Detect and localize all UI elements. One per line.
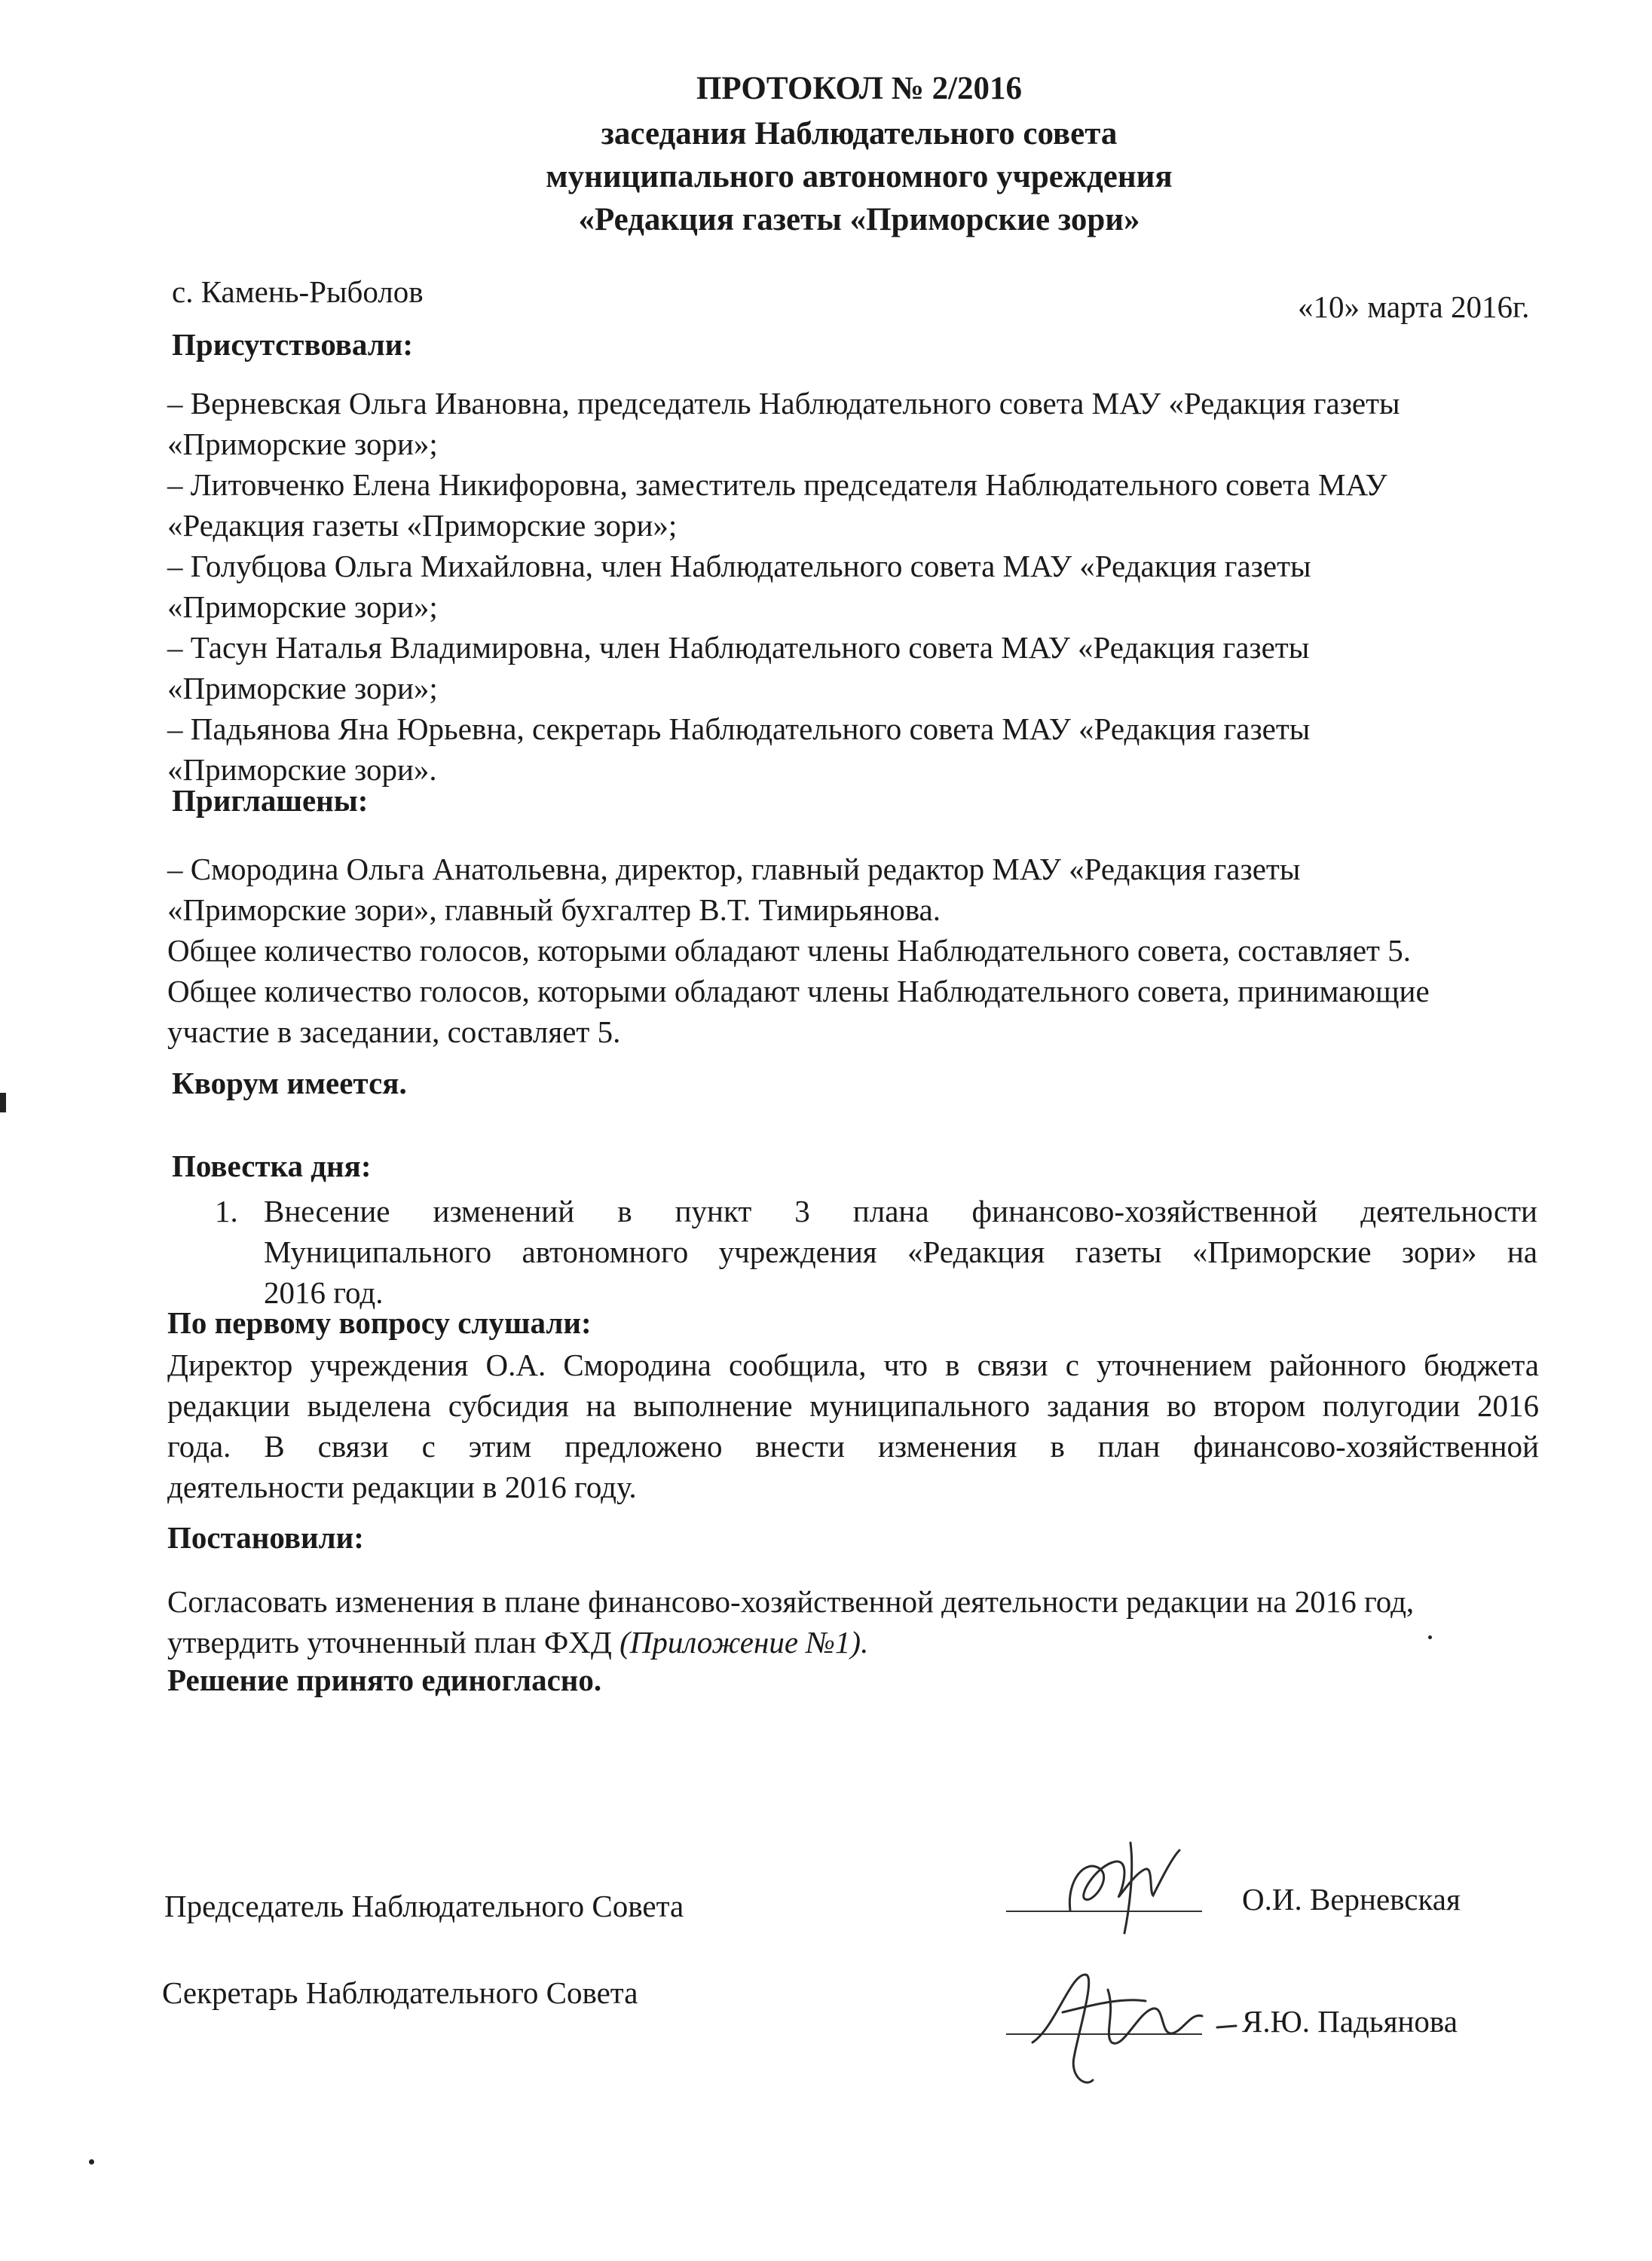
resolved-text (167, 1581, 1539, 1663)
agenda-item-line: Внесение изменений в пункт 3 плана финансово-хозяйственной деятельности (264, 1194, 1537, 1228)
attended-heading: Присутствовали: (172, 327, 414, 362)
resolved-line-1: Согласовать изменения в плане финансово-хозяйственной деятельности редакции на 2016 год, (167, 1584, 1415, 1619)
attended-line: – Голубцова Ольга Михайловна, член Наблюдательного совета МАУ «Редакция газеты (167, 549, 1311, 583)
secretary-role: Секретарь Наблюдательного Совета (162, 1975, 638, 2010)
date: «10» марта 2016г. (1298, 289, 1530, 324)
attended-line: – Литовченко Елена Никифоровна, заместитель председателя Наблюдательного совета МАУ (167, 467, 1387, 502)
resolved-heading: Постановили: (167, 1520, 364, 1555)
scan-dust-mark (1428, 1635, 1432, 1639)
agenda-item-line: Муниципального автономного учреждения «Редакция газеты «Приморские зори» на (264, 1235, 1537, 1269)
first-question-line: года. В связи с этим предложено внести изменения в план финансово-хозяйственной (167, 1429, 1539, 1464)
attended-line: – Падьянова Яна Юрьевна, секретарь Наблюдательного совета МАУ «Редакция газеты (167, 711, 1311, 746)
invited-line: участие в заседании, составляет 5. (167, 1014, 621, 1049)
chair-signature-icon (1040, 1828, 1221, 1941)
resolved-line-2 (167, 1622, 1539, 1663)
chair-role: Председатель Наблюдательного Совета (164, 1889, 684, 1923)
agenda-item-number: 1. (215, 1194, 238, 1228)
title-line-3: муниципального автономного учреждения (546, 159, 1173, 194)
secretary-name: Я.Ю. Падьянова (1242, 2004, 1458, 2039)
decision-statement: Решение принято единогласно. (167, 1663, 602, 1697)
invited-heading: Приглашены: (172, 783, 369, 818)
scan-edge-mark (0, 1093, 6, 1112)
invited-list (167, 849, 1539, 1052)
scan-dust-mark (89, 2159, 94, 2165)
appendix-reference: (Приложение №1). (620, 1625, 869, 1660)
place: с. Камень-Рыболов (172, 274, 424, 309)
invited-line: «Приморские зори», главный бухгалтер В.Т. Тимирьянова. (167, 892, 941, 927)
quorum-statement: Кворум имеется. (172, 1066, 407, 1100)
attended-line: «Приморские зори»; (167, 427, 438, 461)
attended-line: «Приморские зори»; (167, 671, 438, 705)
agenda-item-text (264, 1191, 1537, 1313)
resolved-line-2-text: утвердить уточненный план ФХД (167, 1625, 620, 1660)
invited-line: Общее количество голосов, которыми обладают члены Наблюдательного совета, составляет 5. (167, 933, 1411, 968)
chair-name: О.И. Верневская (1242, 1882, 1461, 1917)
agenda-heading: Повестка дня: (172, 1149, 372, 1183)
attended-line: «Приморские зори»; (167, 589, 438, 624)
agenda-item-line: 2016 год. (264, 1275, 384, 1310)
first-question-line: редакции выделена субсидия на выполнение муниципального задания во втором полугодии 2016 (167, 1388, 1539, 1423)
title-line-2: заседания Наблюдательного совета (601, 116, 1118, 151)
secretary-signature-icon (1010, 1944, 1251, 2095)
first-question-text (167, 1345, 1539, 1507)
protocol-title: ПРОТОКОЛ № 2/2016 (696, 71, 1023, 106)
title-line-4: «Редакция газеты «Приморские зори» (578, 202, 1140, 237)
first-question-heading: По первому вопросу слушали: (167, 1305, 592, 1340)
attended-line: «Редакция газеты «Приморские зори»; (167, 508, 678, 543)
attended-line: – Верневская Ольга Ивановна, председатель Наблюдательного совета МАУ «Редакция газеты (167, 386, 1400, 421)
attended-line: «Приморские зори». (167, 752, 437, 787)
attended-list (167, 383, 1539, 790)
first-question-line: деятельности редакции в 2016 году. (167, 1470, 637, 1504)
attended-line: – Тасун Наталья Владимировна, член Наблюдательного совета МАУ «Редакция газеты (167, 630, 1310, 665)
invited-line: – Смородина Ольга Анатольевна, директор, главный редактор МАУ «Редакция газеты (167, 852, 1301, 886)
first-question-line: Директор учреждения О.А. Смородина сообщила, что в связи с уточнением районного бюджета (167, 1348, 1539, 1382)
invited-line: Общее количество голосов, которыми обладают члены Наблюдательного совета, принимающие (167, 974, 1430, 1008)
